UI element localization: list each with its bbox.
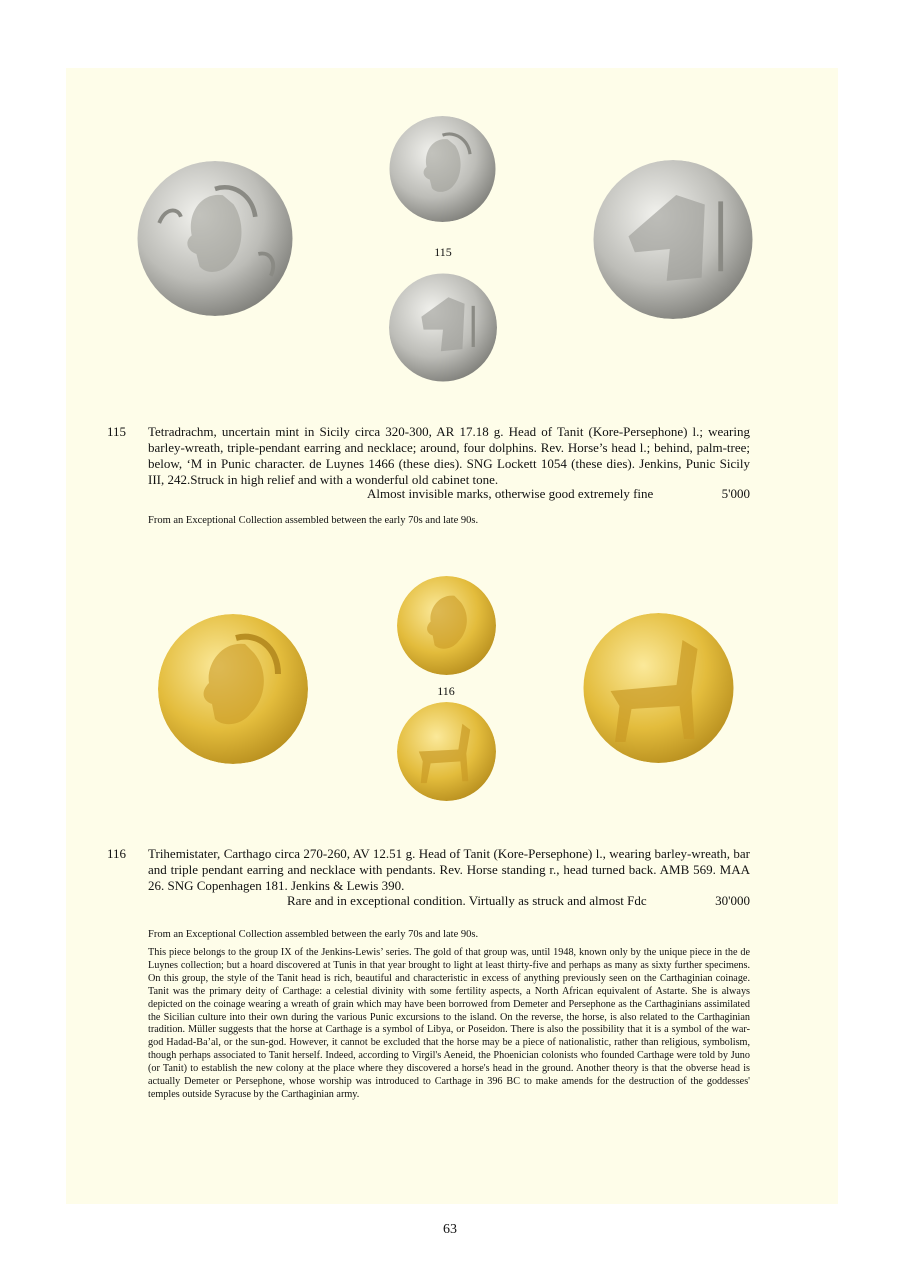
coin-116-obverse-large — [158, 614, 308, 764]
coin-115-obverse-small — [389, 116, 496, 222]
coin-115-image-label: 115 — [434, 245, 452, 259]
lot-115-entry — [107, 424, 750, 488]
lot-115-grade: Almost invisible marks, otherwise good extremely fine — [367, 486, 654, 501]
coin-116-obverse-small — [397, 576, 496, 675]
horse-head-image — [389, 270, 497, 385]
standing-horse-image — [583, 613, 734, 763]
lot-116-grade: Rare and in exceptional condition. Virtually as struck and almost Fdc — [287, 893, 647, 908]
coin-115-obverse-large — [131, 161, 299, 316]
page-number: 63 — [443, 1222, 457, 1237]
standing-horse-image — [397, 702, 496, 801]
lot-116-note: This piece belongs to the group IX of the Jenkins-Lewis’ series. The gold of that group was, until 1948, known only by the unique piece in the de Luynes collection; but a hoard discovered at Tunis in that year brought to light at least thirty-five and perhaps as many as sixty further specimens. On this group, the style of the Tanit head is rich, beautiful and characteristic in excess of anything previously seen on the Carthaginian coinage. Tanit was the primary deity of Carthage: a celestial divinity with some fertility aspects, a North African equivalent of Astarte. She is always depicted on the coinage wearing a wreath of grain which may have been borrowed from Demeter and Persephone as the Carthaginians assimilated the Sicilian culture into their own during the various Punic excursions to the island. On the reverse, the horse, is also related to the Carthaginian tradition. Müller suggests that the horse at Carthage is a symbol of Libya, or Poseidon. There is also the possibility that it is a symbol of the war-god Hadad-Ba’al, or the sun-god. However, it cannot be excluded that the horse may be a piece of nationalistic, rather than religious, symbolism, though perhaps associated to Tanit herself. Indeed, according to Virgil's Aeneid, the Phoenician colonists who founded Carthage were told by Juno (or Tanit) to establish the new colony at the place where they discovered a horse's head in the ground. Another theory is that the obverse head is actually Demeter or Persephone, whose worship was introduced to Carthage in 396 BC to make amends for the destruction of the goddesses' temples outside Syracuse by the Carthaginian army. — [148, 947, 750, 1100]
lot-115-provenance: From an Exceptional Collection assembled between the early 70s and late 90s. — [148, 515, 479, 526]
coin-115-reverse-large — [590, 160, 756, 319]
lot-number: 115 — [107, 424, 127, 439]
head-of-tanit-image — [389, 116, 496, 222]
lot-number: 116 — [107, 846, 127, 861]
coin-116-reverse-large — [583, 613, 734, 763]
coin-116-reverse-small — [397, 702, 496, 801]
coin-116-image-label: 116 — [437, 684, 455, 698]
horse-head-image — [590, 160, 756, 319]
lot-115-estimate: 5'000 — [721, 486, 750, 501]
lot-116-entry — [107, 846, 750, 894]
head-of-tanit-image — [158, 614, 308, 764]
coin-115-reverse-small — [389, 270, 497, 385]
lot-description: Tetradrachm, uncertain mint in Sicily circa 320-300, AR 17.18 g. Head of Tanit (Kore-Persephone) l.; wearing barley-wreath, triple-pendant earring and necklace; around, four dolphins. Rev. Horse’s head l.; behind, palm-tree; below, ‘M in Punic character. de Luynes 1466 (these dies). SNG Lockett 1054 (these dies). Jenkins, Punic Sicily III, 242.Struck in high relief and with a wonderful old cabinet tone. — [148, 424, 750, 487]
lot-116-provenance: From an Exceptional Collection assembled between the early 70s and late 90s. — [148, 929, 479, 940]
lot-116-estimate: 30'000 — [715, 893, 750, 908]
head-of-tanit-image — [131, 161, 299, 316]
head-of-tanit-image — [397, 576, 496, 675]
lot-description: Trihemistater, Carthago circa 270-260, AV 12.51 g. Head of Tanit (Kore-Persephone) l., wearing barley-wreath, bar and triple pendant earring and necklace with pendants. Rev. Horse standing r., head turned back. AMB 569. MAA 26. SNG Copenhagen 181. Jenkins & Lewis 390. — [148, 846, 750, 893]
